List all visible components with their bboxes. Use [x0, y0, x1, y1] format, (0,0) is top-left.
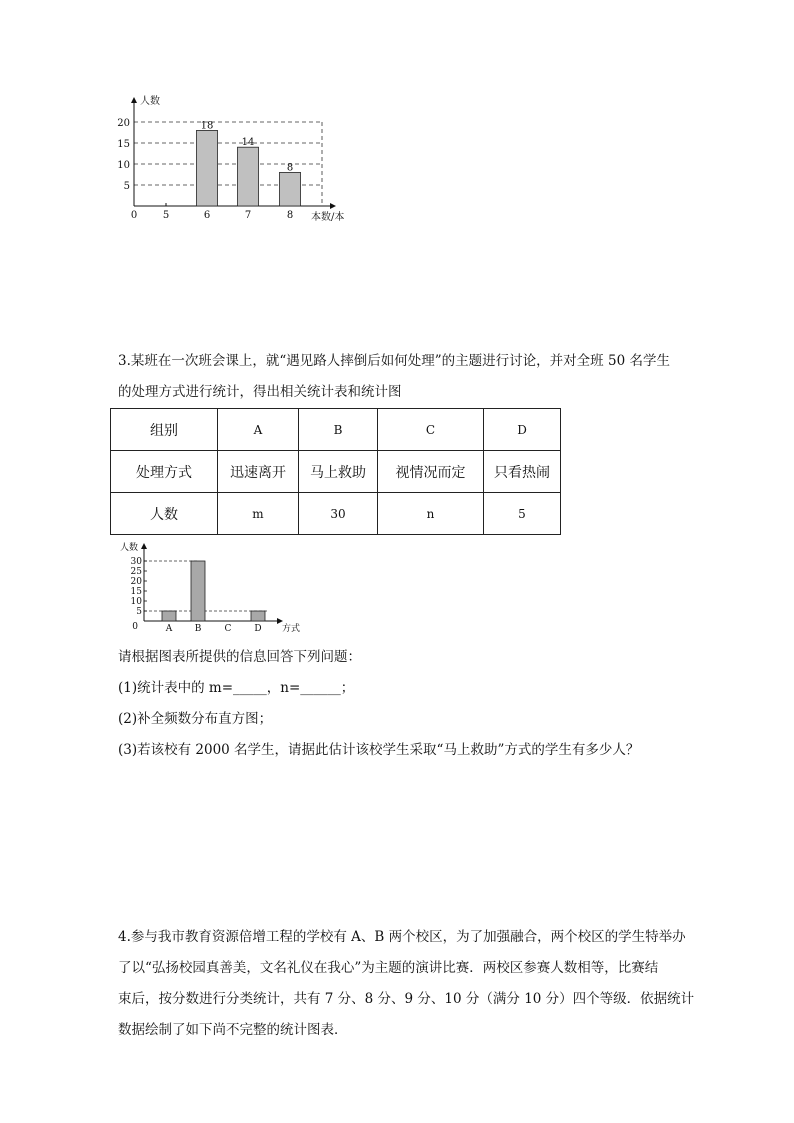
- y-tick-label: 25: [130, 567, 142, 577]
- q3-sub2: (2)补全频数分布直方图；: [118, 711, 273, 727]
- table-cell: 处理方式: [111, 451, 218, 493]
- x-tick-label: C: [224, 624, 232, 634]
- table-cell: 马上救助: [299, 451, 378, 493]
- x-tick-label: 5: [162, 210, 170, 221]
- bar: [238, 147, 259, 206]
- q3-sub1: (1)统计表中的 m=_____，n=______；: [118, 680, 355, 696]
- x-tick-label: 6: [203, 210, 211, 221]
- table-cell: 人数: [111, 493, 218, 535]
- q3-line2: 的处理方式进行统计，得出相关统计表和统计图: [118, 384, 402, 400]
- y-tick-label: 30: [130, 557, 142, 567]
- table-row: [111, 451, 561, 493]
- x-tick-label: A: [165, 624, 173, 634]
- table-row: [111, 409, 561, 451]
- bar: [251, 611, 265, 621]
- table-cell: n: [378, 493, 484, 535]
- x-tick-label: D: [254, 624, 262, 634]
- q4-line2: 了以“弘扬校园真善美，文名礼仪在我心”为主题的演讲比赛．两校区参赛人数相等，比赛结: [118, 960, 659, 976]
- data-label: 14: [241, 137, 255, 149]
- method-bar-chart: [110, 540, 310, 635]
- bar: [191, 561, 205, 621]
- y-axis-title: 人数: [140, 96, 160, 107]
- x-axis-title: 本数/本: [311, 212, 345, 223]
- q4-line4: 数据绘制了如下尚不完整的统计图表．: [118, 1022, 348, 1038]
- x-axis-title: 方式: [282, 624, 301, 634]
- table-cell: 迅速离开: [218, 451, 299, 493]
- y-tick-label: 10: [130, 597, 142, 607]
- table-cell: D: [484, 409, 561, 451]
- y-tick-label: 5: [136, 607, 142, 617]
- x-tick-label: 0: [130, 210, 138, 221]
- table-cell: 30: [299, 493, 378, 535]
- table-cell: m: [218, 493, 299, 535]
- origin-label: 0: [132, 622, 138, 632]
- y-tick-label: 20: [117, 118, 130, 129]
- q3-prompt: 请根据图表所提供的信息回答下列问题：: [118, 649, 361, 665]
- table-cell: C: [378, 409, 484, 451]
- q3-sub3: (3)若该校有 2000 名学生，请据此估计该校学生采取“马上救助”方式的学生有多少人？: [118, 742, 640, 758]
- x-tick-label: 8: [286, 210, 294, 221]
- bar: [162, 611, 176, 621]
- table-cell: 只看热闹: [484, 451, 561, 493]
- y-tick-label: 5: [123, 181, 130, 192]
- y-axis-title: 人数: [120, 543, 139, 553]
- y-tick-label: 15: [117, 139, 130, 150]
- table-cell: A: [218, 409, 299, 451]
- table-row: [111, 493, 561, 535]
- y-tick-label: 15: [130, 587, 142, 597]
- statistics-table: [110, 408, 561, 535]
- q4-line1: 4.参与我市教育资源倍增工程的学校有 A、B 两个校区，为了加强融合，两个校区的学生特举办: [118, 929, 686, 945]
- table-cell: B: [299, 409, 378, 451]
- table-cell: 视情况而定: [378, 451, 484, 493]
- q4-line3: 束后，按分数进行分类统计，共有 7 分、8 分、9 分、10 分（满分 10 分）四个等级．依据统计: [118, 991, 695, 1007]
- bar: [197, 130, 218, 206]
- table-cell: 组别: [111, 409, 218, 451]
- x-tick-label: 7: [244, 210, 252, 221]
- x-tick-label: B: [194, 624, 202, 634]
- data-label: 18: [200, 120, 214, 132]
- bar: [280, 172, 301, 206]
- y-tick-label: 20: [130, 577, 142, 587]
- book-count-bar-chart: [110, 92, 360, 227]
- table-cell: 5: [484, 493, 561, 535]
- y-tick-label: 10: [117, 160, 130, 171]
- q3-line1: 3.某班在一次班会课上，就“遇见路人摔倒后如何处理”的主题进行讨论，并对全班 50 名学生: [118, 353, 670, 369]
- data-label: 8: [286, 162, 294, 174]
